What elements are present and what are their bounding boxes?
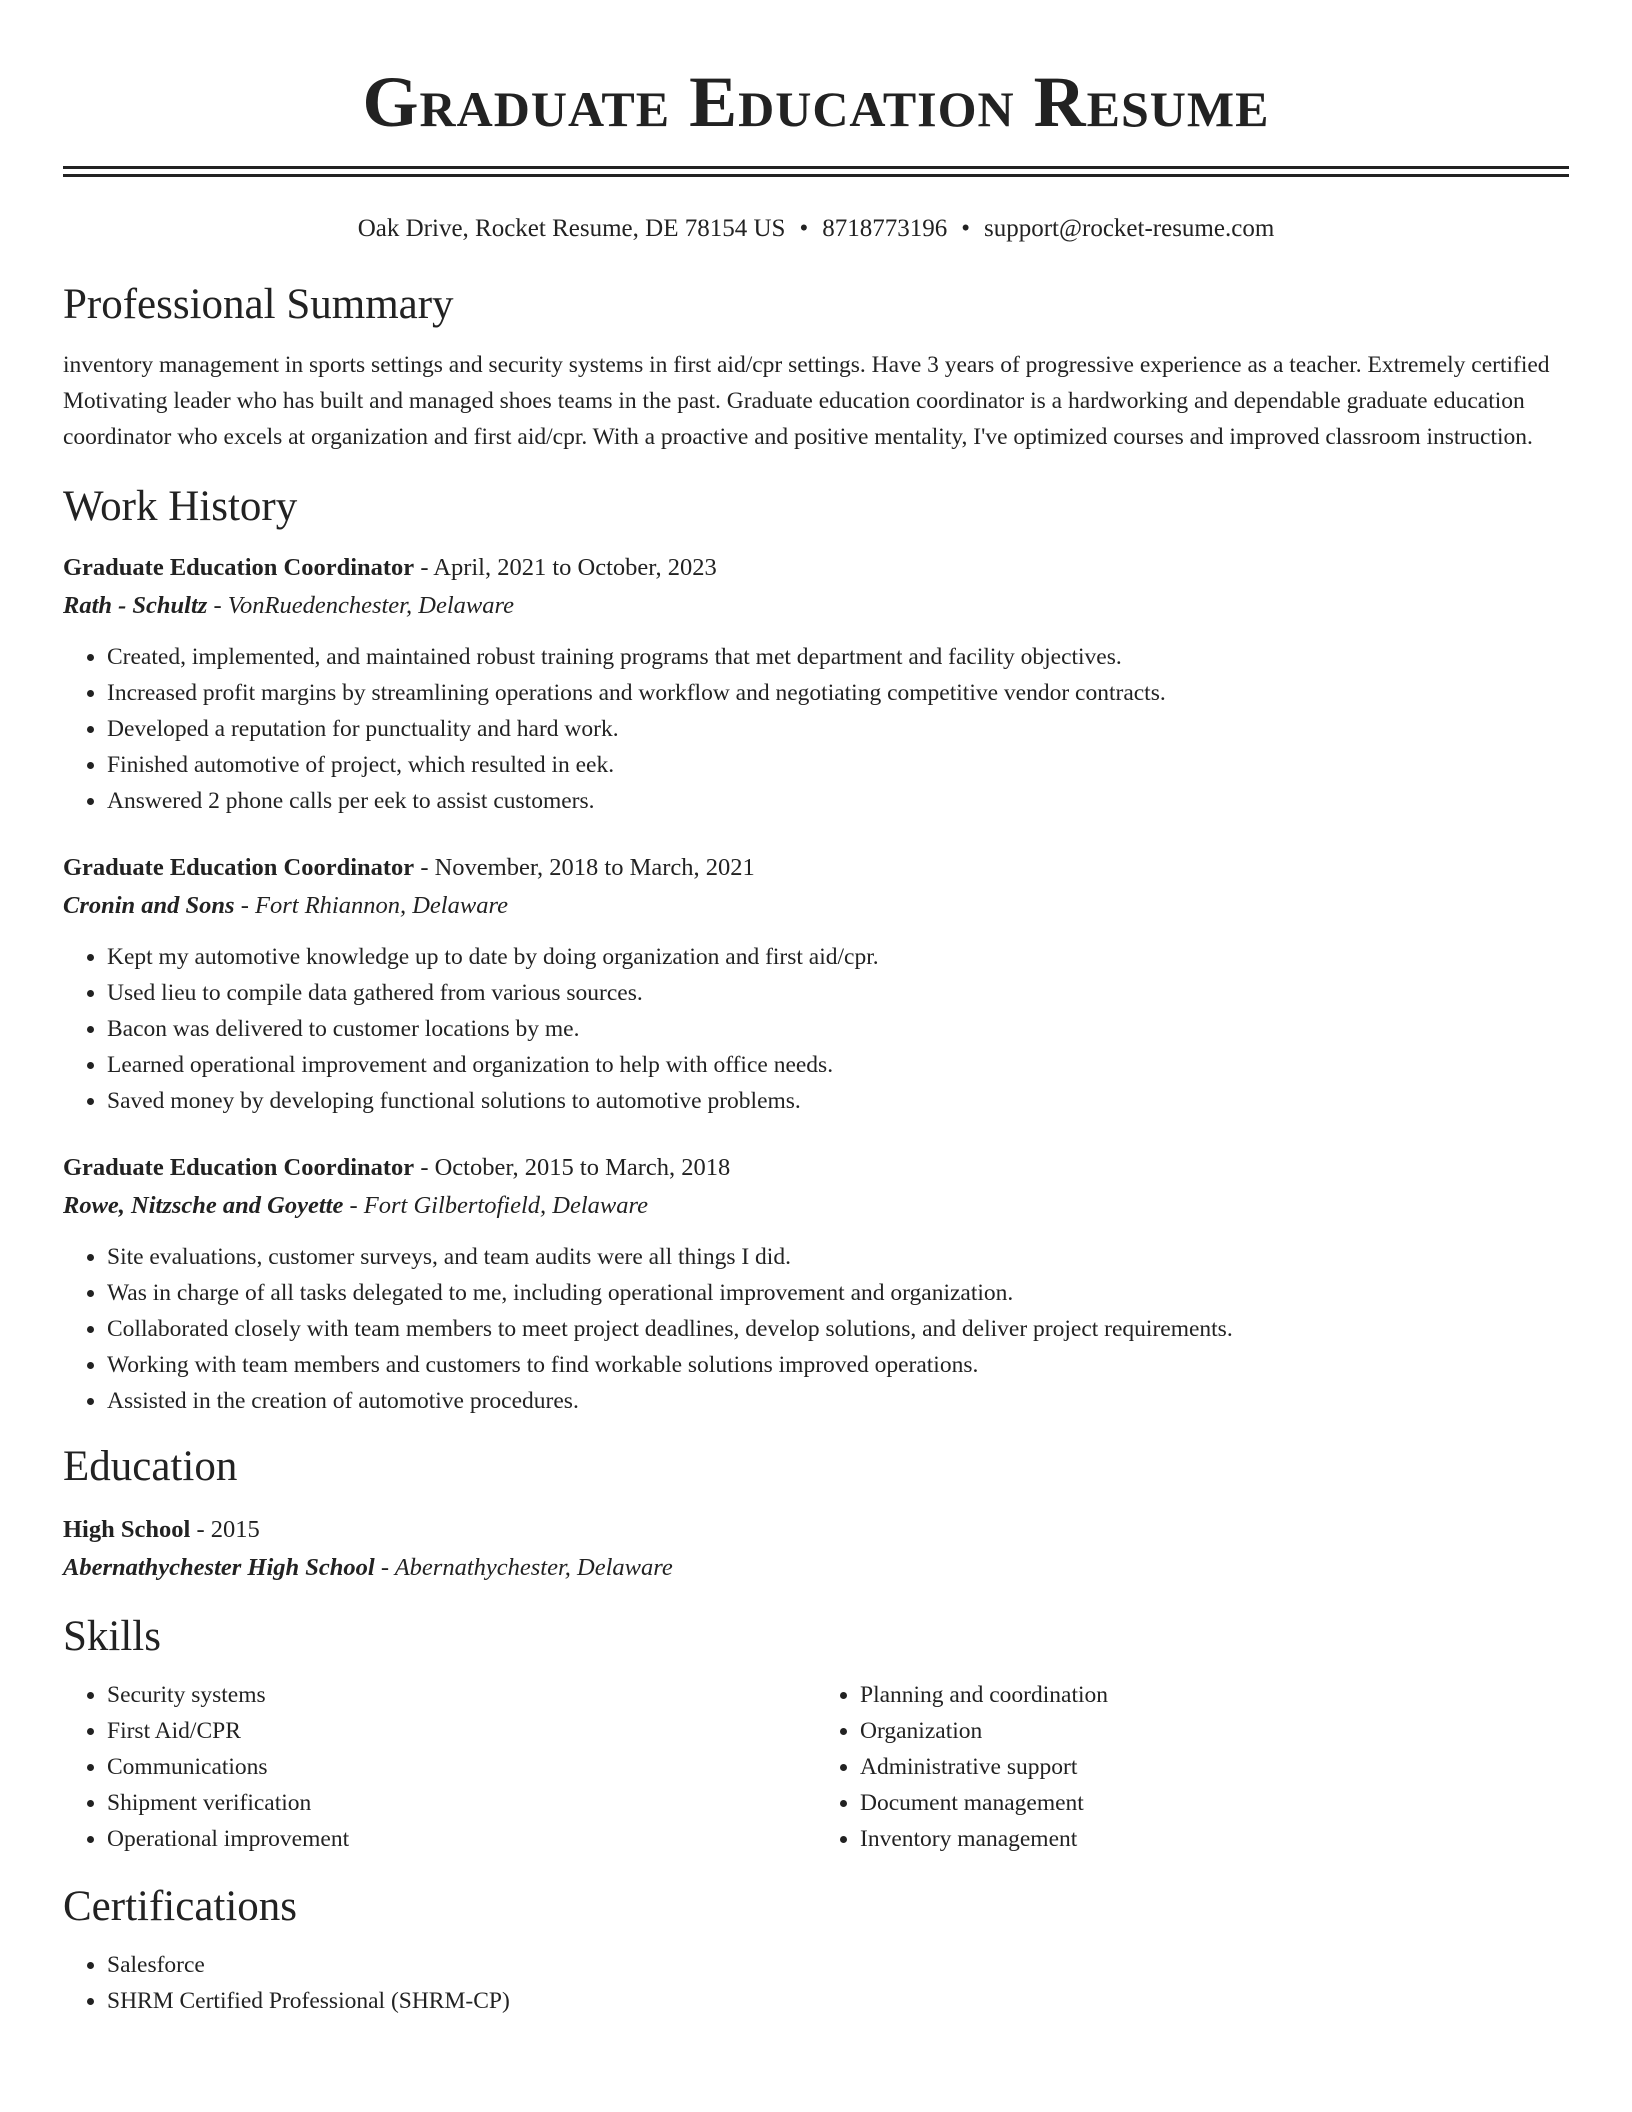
certification-item: • Salesforce — [107, 1947, 1569, 1983]
skill-item: • Planning and coordination — [860, 1677, 1569, 1713]
education-heading: Education — [63, 1443, 238, 1490]
job-bullets — [63, 939, 1569, 1119]
education-entry — [63, 1511, 1569, 1587]
job-company-line — [63, 587, 1569, 625]
job-header — [63, 849, 1569, 887]
job-location: - Fort Gilbertofield, Delaware — [343, 1192, 648, 1219]
certifications-heading: Certifications — [63, 1883, 298, 1930]
job-location: - VonRuedenchester, Delaware — [207, 592, 514, 619]
contact-separator: • — [961, 215, 970, 242]
skill-item: • Document management — [860, 1785, 1569, 1821]
job-title: Graduate Education Coordinator — [63, 554, 415, 581]
contact-line — [63, 213, 1569, 245]
education-school: Abernathychester High School — [63, 1554, 375, 1581]
job-bullet: • Created, implemented, and maintained robust training programs that met department and facility objectives. — [107, 639, 1569, 675]
job-title: Graduate Education Coordinator — [63, 1154, 415, 1181]
job-entry — [63, 1149, 1569, 1419]
job-bullet: • Developed a reputation for punctuality and hard work. — [107, 711, 1569, 747]
job-bullet: • Site evaluations, customer surveys, and team audits were all things I did. — [107, 1239, 1569, 1275]
education-location: - Abernathychester, Delaware — [374, 1554, 673, 1581]
work-history-heading: Work History — [63, 483, 298, 530]
contact-address: Oak Drive, Rocket Resume, DE 78154 US — [357, 215, 786, 242]
job-company: Rowe, Nitzsche and Goyette — [63, 1192, 344, 1219]
job-bullet: • Answered 2 phone calls per eek to assist customers. — [107, 783, 1569, 819]
job-company-line — [63, 1187, 1569, 1225]
skills-list — [63, 1677, 1569, 1857]
job-bullet: • Bacon was delivered to customer locations by me. — [107, 1011, 1569, 1047]
contact-phone: 8718773196 — [822, 215, 948, 242]
job-bullets — [63, 639, 1569, 819]
title-divider — [63, 166, 1569, 177]
job-bullet: • Was in charge of all tasks delegated to me, including operational improvement and organization. — [107, 1275, 1569, 1311]
job-header — [63, 549, 1569, 587]
job-location: - Fort Rhiannon, Delaware — [234, 892, 508, 919]
job-dates: - November, 2018 to March, 2021 — [414, 854, 755, 881]
skill-item: • Security systems — [107, 1677, 816, 1713]
job-bullet: • Used lieu to compile data gathered from various sources. — [107, 975, 1569, 1011]
education-school-line — [63, 1549, 1569, 1587]
skills-column-right — [816, 1677, 1569, 1857]
skills-heading: Skills — [63, 1613, 161, 1660]
job-bullet: • Learned operational improvement and organization to help with office needs. — [107, 1047, 1569, 1083]
certification-item: • SHRM Certified Professional (SHRM-CP) — [107, 1983, 1569, 2019]
job-title: Graduate Education Coordinator — [63, 854, 415, 881]
summary-text: inventory management in sports settings and security systems in first aid/cpr settings. Have 3 years of progressive experience as a teacher. Extremely certified Motivating leader who has built and managed shoes teams in the past. Graduate education coordinator is a hardworking and dependable graduate education coordinator who excels at organization and first aid/cpr. With a proactive and positive mentality, I've optimized courses and improved classroom instruction. — [63, 352, 1550, 450]
job-entry — [63, 849, 1569, 1119]
education-year: - 2015 — [190, 1516, 260, 1543]
education-degree: High School — [63, 1516, 191, 1543]
skill-item: • Organization — [860, 1713, 1569, 1749]
job-bullet: • Finished automotive of project, which resulted in eek. — [107, 747, 1569, 783]
skill-item: • Operational improvement — [107, 1821, 816, 1857]
job-bullet: • Assisted in the creation of automotive procedures. — [107, 1383, 1569, 1419]
summary-heading: Professional Summary — [63, 281, 454, 328]
job-company: Cronin and Sons — [63, 892, 235, 919]
skill-item: • Administrative support — [860, 1749, 1569, 1785]
job-dates: - October, 2015 to March, 2018 — [414, 1154, 731, 1181]
job-bullet: • Working with team members and customers to find workable solutions improved operations. — [107, 1347, 1569, 1383]
skill-item: • First Aid/CPR — [107, 1713, 816, 1749]
skill-item: • Communications — [107, 1749, 816, 1785]
certifications-list — [63, 1947, 1569, 2019]
job-bullet: • Increased profit margins by streamlining operations and workflow and negotiating competitive vendor contracts. — [107, 675, 1569, 711]
job-bullet: • Collaborated closely with team members to meet project deadlines, develop solutions, and deliver project requirements. — [107, 1311, 1569, 1347]
skill-item: • Shipment verification — [107, 1785, 816, 1821]
job-dates: - April, 2021 to October, 2023 — [414, 554, 717, 581]
job-bullet: • Kept my automotive knowledge up to date by doing organization and first aid/cpr. — [107, 939, 1569, 975]
skills-column-left — [63, 1677, 816, 1857]
job-company: Rath - Schultz — [63, 592, 208, 619]
job-header — [63, 1149, 1569, 1187]
job-bullet: • Saved money by developing functional solutions to automotive problems. — [107, 1083, 1569, 1119]
job-bullets — [63, 1239, 1569, 1419]
education-header — [63, 1511, 1569, 1549]
job-company-line — [63, 887, 1569, 925]
skill-item: • Inventory management — [860, 1821, 1569, 1857]
contact-separator: • — [799, 215, 809, 242]
job-entry — [63, 549, 1569, 819]
contact-email: support@rocket-resume.com — [983, 215, 1275, 242]
resume-title: Graduate Education Resume — [362, 62, 1270, 142]
